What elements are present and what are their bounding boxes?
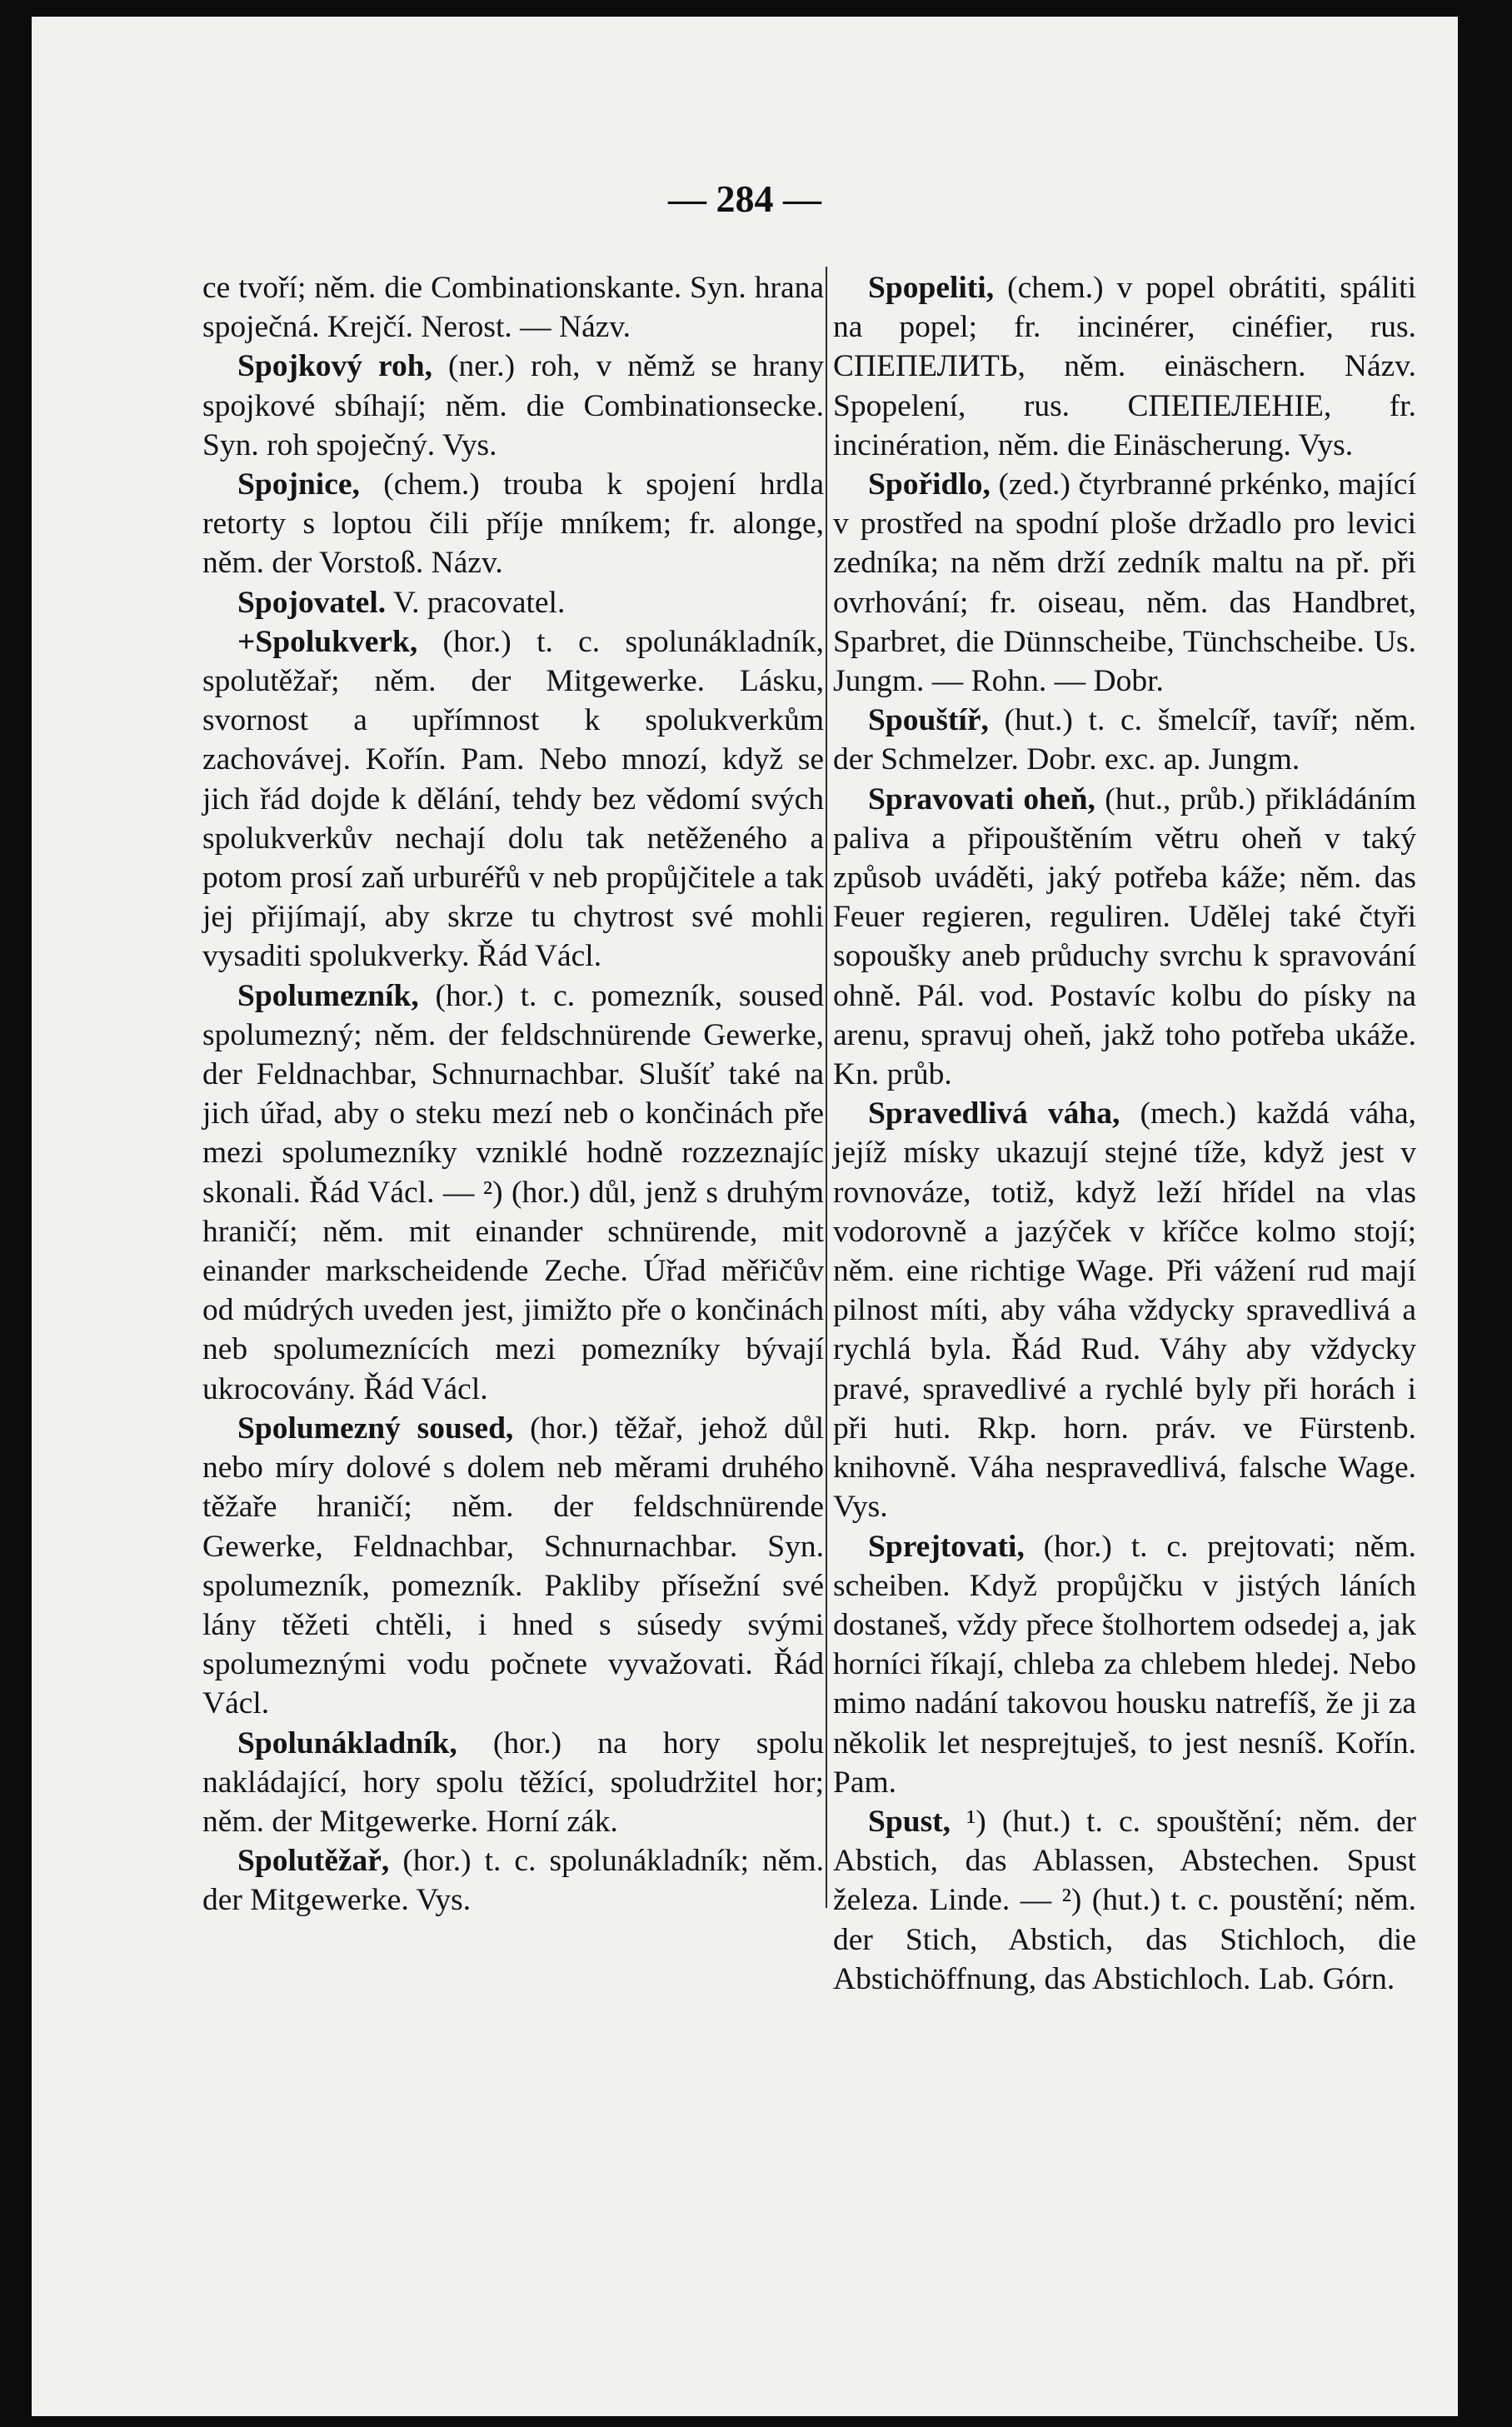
dictionary-entry	[202, 1841, 824, 1920]
entry-headword: +Spolukverk,	[237, 624, 418, 659]
entry-text: ¹) (hut.) t. c. spouštění; něm. der Abstich, das Ablassen, Abstechen. Spust železa. Linde. — ²) (hut.) t. c. poustění; něm. der Stich, Abstich, das Stichloch, die Abstichöffnung, das Abstichloch. Lab. Górn.	[833, 1804, 1416, 1996]
dictionary-entry	[202, 976, 824, 1409]
dictionary-entry	[202, 1409, 824, 1724]
entry-text: (hut.) t. c. šmelcíř, tavíř; něm. der Schmelzer. Dobr. exc. ap. Jungm.	[833, 703, 1416, 777]
dictionary-entry	[833, 1527, 1416, 1802]
entry-headword: Spojnice,	[237, 467, 360, 502]
entry-headword: Spolutěžař,	[237, 1844, 390, 1879]
entry-headword: Spořidlo,	[868, 467, 991, 502]
dictionary-entry	[833, 268, 1416, 465]
entry-text: (ner.) roh, v němž se hrany spojkové sbíhají; něm. die Combinationsecke. Syn. roh spoječný. Vys.	[202, 349, 824, 462]
entry-text: (hor.) t. c. spolunákladník; něm. der Mitgewerke. Vys.	[202, 1844, 824, 1918]
entry-headword: Spravovati oheň,	[868, 782, 1095, 816]
page-number: — 284 —	[668, 177, 821, 220]
entry-headword: Spolumezný soused,	[237, 1411, 514, 1446]
entry-text: (chem.) trouba k spojení hrdla retorty s loptou čili příje mníkem; fr. alonge, něm. der Vorstoß. Názv.	[202, 467, 824, 581]
entry-text: (chem.) v popel obrátiti, spáliti na popel; fr. incinérer, cinéfier, rus. СПЕПЕЛИТЬ, něm. einäschern. Názv. Spopelení, rus. СПЕПЕЛЕНІЕ, fr. incinération, něm. die Einäscherung. Vys.	[833, 271, 1416, 462]
dictionary-entry	[202, 268, 824, 347]
entry-headword: Spravedlivá váha,	[868, 1096, 1120, 1131]
dictionary-entry	[833, 780, 1416, 1095]
dictionary-entry	[833, 701, 1416, 779]
dictionary-page	[32, 17, 1458, 2416]
dictionary-entry	[202, 583, 824, 622]
dictionary-entry	[833, 465, 1416, 701]
entry-text: (hut., průb.) přikládáním paliva a připouštěním větru oheň v taký způsob uváděti, jaký potřeba káže; něm. das Feuer regieren, reguliren. Udělej také čtyři sopoušky aneb průduchy svrchu k spravování ohně. Pál. vod. Postavíc kolbu do písky na arenu, spravuj oheň, jakž toho potřeba ukáže. Kn. průb.	[833, 782, 1416, 1092]
dictionary-entry	[202, 465, 824, 583]
entry-headword: Spouštíř,	[868, 703, 989, 738]
dictionary-entry	[202, 622, 824, 976]
entry-headword: Spust,	[868, 1804, 951, 1839]
entry-text: (zed.) čtyrbranné prkénko, mající v prostřed na spodní ploše držadlo pro levici zedníka; na něm drží zedník maltu na př. při ovrhování; fr. oiseau, něm. das Handbret, Sparbret, die Dünnscheibe, Tünchscheibe. Us. Jungm. — Rohn. — Dobr.	[833, 467, 1416, 699]
dictionary-entry	[202, 347, 824, 465]
entry-headword: Spojovatel.	[237, 585, 387, 620]
entry-text: ce tvoří; něm. die Combinationskante. Syn. hrana spoječná. Krejčí. Nerost. — Názv.	[202, 271, 824, 345]
dictionary-entry	[202, 1724, 824, 1842]
left-column	[202, 268, 824, 1920]
entry-text: (hor.) t. c. pomezník, soused spolumezný; něm. der feldschnürende Gewerke, der Feldnachbar, Schnurnachbar. Slušíť také na jich úřad, aby o steku mezí neb o končinách pře mezi spolumezníky vzniklé hodně rozzeznajíc skonali. Řád Václ. — ²) (hor.) důl, jenž s druhým hraničí; něm. mit einander schnürende, mit einander markscheidende Zeche. Úřad měřičův od múdrých uveden jest, jimižto pře o končinách neb spolumeznících mezi pomezníky bývají ukrocovány. Řád Václ.	[202, 978, 824, 1406]
entry-text: (hor.) t. c. spolunákladník, spolutěžař; něm. der Mitgewerke. Lásku, svornost a upřímnost k spolukverkům zachovávej. Kořín. Pam. Nebo mnozí, když se jich řád dojde k dělání, tehdy bez vědomí svých spolukverkův nechají dolu tak netěženého a potom prosí zaň urburéřů v neb propůjčitele a tak jej přijímají, aby skrze tu chytrost své mohli vysaditi spolukverky. Řád Václ.	[202, 624, 824, 974]
entry-headword: Spolunákladník,	[237, 1725, 457, 1760]
dictionary-entry	[833, 1094, 1416, 1526]
dictionary-entry	[833, 1802, 1416, 1999]
right-column	[833, 268, 1416, 1999]
entry-headword: Spopeliti,	[868, 271, 995, 305]
entry-text: V. pracovatel.	[386, 585, 566, 620]
entry-text: (hor.) na hory spolu nakládající, hory spolu těžící, spoludržitel hor; něm. der Mitgewerke. Horní zák.	[202, 1725, 824, 1839]
entry-headword: Spolumezník,	[237, 978, 419, 1013]
entry-text: (mech.) každá váha, jejíž mísky ukazují stejné tíže, když jest v rovnováze, totiž, když leží hřídel na vlas vodorovně a jazýček v kříčce kolmo stojí; něm. eine richtige Wage. Při vážení rud mají pilnost míti, aby váha vždycky spravedlivá a rychlá byla. Řád Rud. Váhy aby vždycky pravé, spravedlivé a rychlé byly při horách i při huti. Rkp. horn. práv. ve Fürstenb. knihovně. Váha nespravedlivá, falsche Wage. Vys.	[833, 1096, 1416, 1525]
column-divider	[826, 267, 827, 1908]
entry-headword: Spojkový roh,	[237, 349, 432, 384]
entry-text: (hor.) těžař, jehož důl nebo míry dolové s dolem neb měrami druhého těžaře hraničí; něm. der feldschnürende Gewerke, Feldnachbar, Schnurnachbar. Syn. spolumezník, pomezník. Pakliby přísežní své lány těžeti chtěli, i hned s súsedy svými spolumeznými vodu počnete vyvažovati. Řád Václ.	[202, 1411, 824, 1721]
entry-text: (hor.) t. c. prejtovati; něm. scheiben. Když propůjčku v jistých láních dostaneš, vždy přece štolhortem odsedej a, jak horníci říkají, chleba za chlebem hledej. Nebo mimo nadání takovou housku natrefíš, že ji za několik let nesprejtuješ, to jest nesníš. Kořín. Pam.	[833, 1529, 1416, 1800]
entry-headword: Sprejtovati,	[868, 1529, 1025, 1564]
